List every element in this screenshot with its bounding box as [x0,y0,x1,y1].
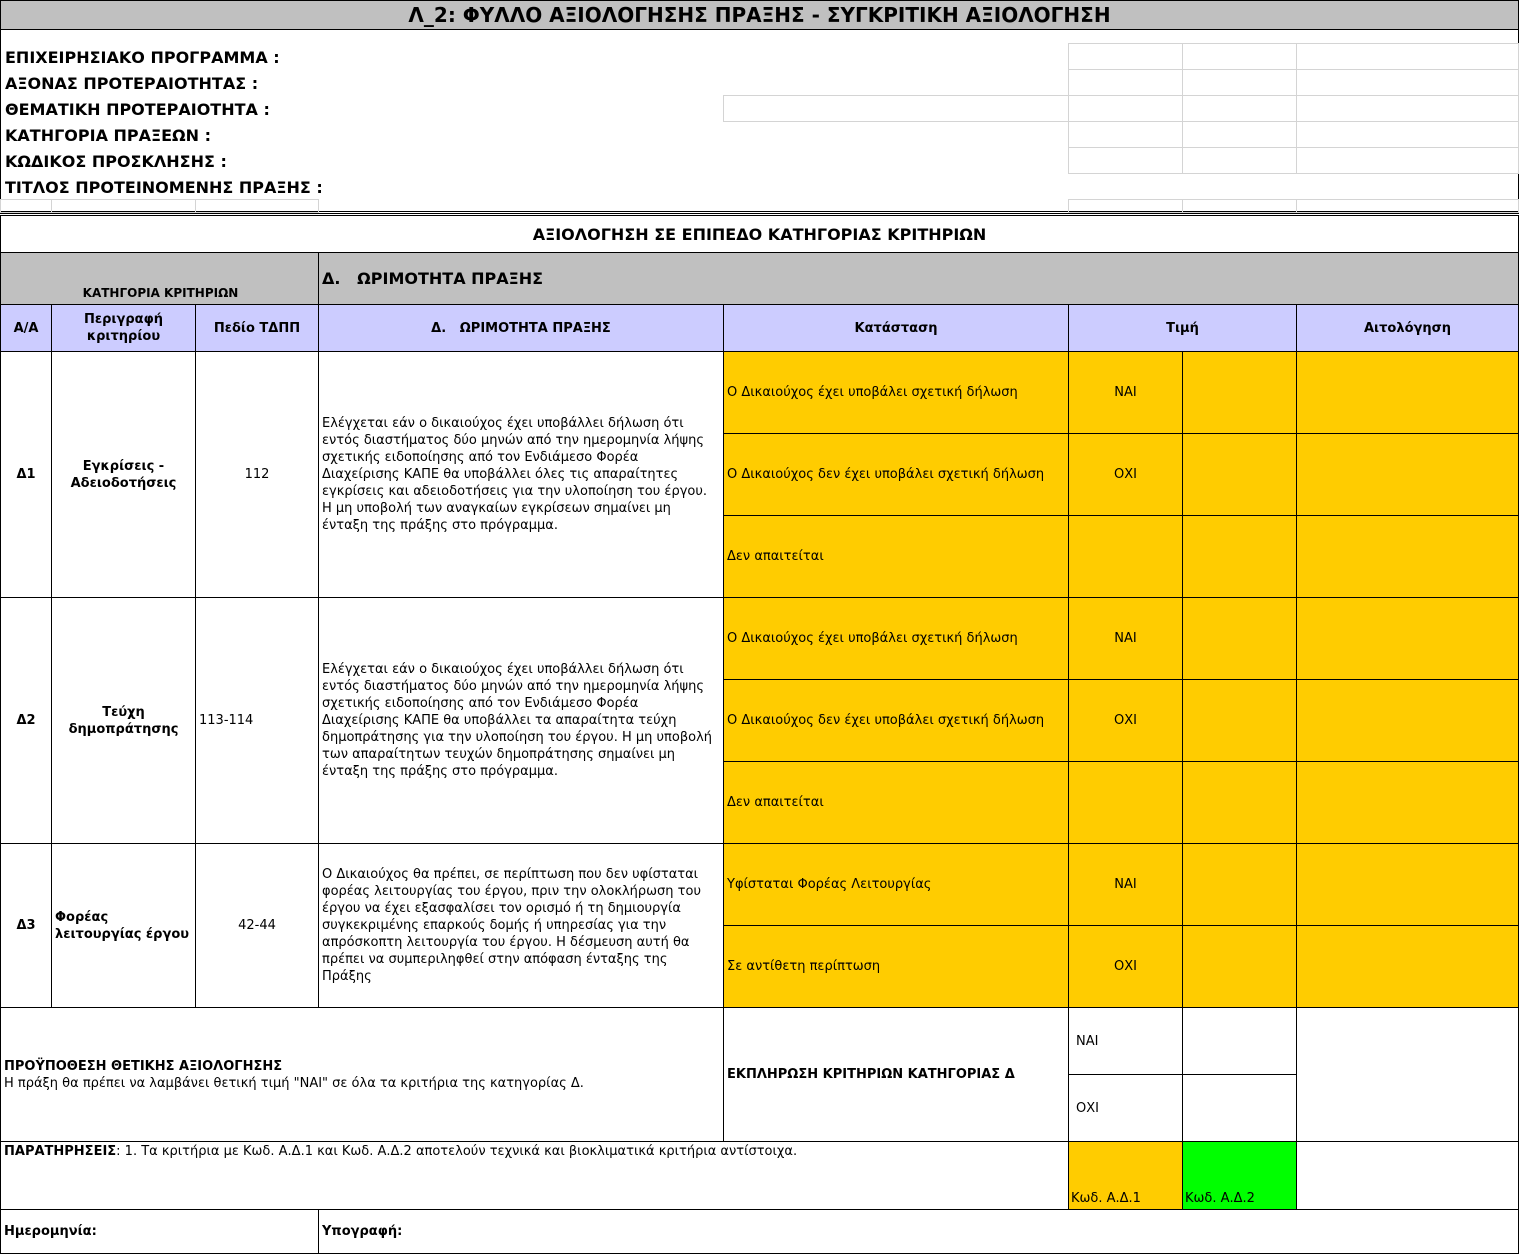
criterion-name-text: Εγκρίσεις - Αδειοδοτήσεις [70,458,177,491]
fulfillment-no-mark[interactable] [1182,1074,1297,1142]
date-label: Ημερομηνία: [4,1224,97,1239]
grid-cell [51,199,196,213]
legend-ad1 [1068,1141,1183,1210]
grid-cell [1296,69,1519,96]
criterion-field [195,843,319,1008]
criterion-description-text: Ελέγχεται εάν ο δικαιούχος έχει υποβάλλει δήλωση ότι εντός διαστήματος δύο μηνών από την ημερομηνία λήψης σχετικής ειδοποίησης από τον Ενδιάμεσο Φορέα Διαχείρισης ΚΑΠΕ θα υποβάλλει όλες τις απαραίτητες εγκρίσεις και αδειοδοτήσεις για την υλοποίηση του έργου. Η μη υποβολή των αναγκαίων εγκρίσεων σημαίνει μη ένταξη της πράξης στο πρόγραμμα. [322,416,707,533]
prerequisite-text: Η πράξη θα πρέπει να λαμβάνει θετική τιμή "ΝΑΙ" σε όλα τα κριτήρια της κατηγορίας Δ. [4,1076,584,1091]
status-option[interactable] [723,433,1069,516]
criterion-field [195,351,319,598]
col-header-status [723,304,1069,352]
sheet-title [0,0,1519,30]
criterion-code-text: Δ2 [16,713,36,728]
col-header-aa [0,304,52,352]
value-cell-text: ΟΧΙ [1114,467,1137,482]
criterion-field [195,597,319,844]
justification-cell[interactable] [1296,679,1519,762]
status-option[interactable] [723,761,1069,844]
criterion-code-text: Δ3 [16,918,36,933]
criterion-name [51,597,196,844]
info-thematic-label: ΘΕΜΑΤΙΚΗ ΠΡΟΤΕΡΑΙΟΤΗΤΑ : [5,99,270,119]
status-option[interactable] [723,351,1069,434]
score-cell[interactable] [1182,515,1297,598]
signature-label: Υπογραφή: [322,1224,403,1239]
score-cell[interactable] [1182,843,1297,926]
criterion-field-text: 42-44 [238,918,276,933]
criterion-description-text: Ελέγχεται εάν ο δικαιούχος έχει υποβάλλει δήλωση ότι εντός διαστήματος δύο μηνών από την ημερομηνία λήψης σχετικής ειδοποίησης από τον Ενδιάμεσο Φορέα Διαχείρισης ΚΑΠΕ θα υποβάλλει τα απαραίτητα τεύχη δημοπράτησης για την υλοποίηση του έργου. Η μη υποβολή των απαραίτητων τευχών δημοπράτησης σημαίνει μη ένταξη της πράξης στο πρόγραμμα. [322,662,713,779]
grid-cell [1182,69,1297,96]
legend-ad2-label: Κωδ. Α.Δ.2 [1185,1191,1255,1206]
grid-cell [1068,69,1183,96]
col-header-field-text: Πεδίο ΤΔΠΠ [213,320,301,336]
status-option-text: Υφίσταται Φορέας Λειτουργίας [727,877,932,892]
criterion-code-text: Δ1 [16,467,36,482]
value-cell[interactable] [1068,679,1183,762]
value-cell[interactable] [1068,597,1183,680]
signature-cell[interactable] [318,1209,1519,1254]
status-option-text: Ο Δικαιούχος δεν έχει υποβάλει σχετική δήλωση [727,467,1045,482]
prerequisite-cell [0,1007,724,1142]
info-axis-label: ΑΞΟΝΑΣ ΠΡΟΤΕΡΑΙΟΤΗΤΑΣ : [5,73,259,93]
criterion-description [318,843,724,1008]
value-cell-text: ΟΧΙ [1114,713,1137,728]
value-cell[interactable] [1068,351,1183,434]
info-axis [2,70,258,96]
score-cell[interactable] [1182,433,1297,516]
criterion-description-text: Ο Δικαιούχος θα πρέπει, σε περίπτωση που δεν υφίσταται φορέας λειτουργίας του έργου, πριν την ολοκλήρωση του έργου να έχει εξασφαλίσει τον ορισμό ή τη δημιουργία συγκεκριμένης επαρκούς δομής ή υπηρεσίας για την απρόσκοπτη λειτουργία του έργου. Η δέσμευση αυτή θα πρέπει να συμπεριληφθεί στην απόφαση ένταξης της Πράξης [322,867,701,984]
criterion-field-text: 113-114 [199,713,254,728]
value-cell-text: ΝΑΙ [1114,385,1137,400]
remarks-line [4,1143,797,1160]
value-cell[interactable] [1068,515,1183,598]
status-option-text: Ο Δικαιούχος έχει υποβάλει σχετική δήλωση [727,631,1018,646]
justification-cell[interactable] [1296,761,1519,844]
grid-cell [1296,147,1519,174]
col-header-status-text: Κατάσταση [854,320,938,336]
criterion-name [51,351,196,598]
grid-cell [1296,43,1519,70]
value-cell-text: ΟΧΙ [1114,959,1137,974]
fulfillment-justification[interactable] [1296,1007,1519,1142]
category-label: ΚΑΤΗΓΟΡΙΑ ΚΡΙΤΗΡΙΩΝ [82,286,239,300]
grid-cell [0,199,52,213]
criterion-field-text: 112 [244,467,270,482]
score-cell[interactable] [1182,597,1297,680]
justification-cell[interactable] [1296,515,1519,598]
score-cell[interactable] [1182,925,1297,1008]
category-name: Δ. ΩΡΙΜΟΤΗΤΑ ΠΡΑΞΗΣ [322,269,544,288]
info-action-title [2,174,323,200]
fulfillment-cell [723,1007,1069,1142]
status-option-text: Ο Δικαιούχος δεν έχει υποβάλει σχετική δήλωση [727,713,1045,728]
grid-cell [1296,199,1519,213]
col-header-aa-text: Α/Α [13,320,39,336]
remarks-blank [1296,1141,1519,1210]
remarks-label: ΠΑΡΑΤΗΡΗΣΕΙΣ [4,1144,117,1159]
fulfillment-label: ΕΚΠΛΗΡΩΣΗ ΚΡΙΤΗΡΙΩΝ ΚΑΤΗΓΟΡΙΑΣ Δ [727,1067,1015,1082]
col-header-justification [1296,304,1519,352]
score-cell[interactable] [1182,351,1297,434]
grid-cell [1182,43,1297,70]
value-cell-text: ΝΑΙ [1114,877,1137,892]
score-cell[interactable] [1182,679,1297,762]
grid-cell [1296,121,1519,148]
score-cell[interactable] [1182,761,1297,844]
col-header-value [1068,304,1297,352]
justification-cell[interactable] [1296,843,1519,926]
info-action-title-label: ΤΙΤΛΟΣ ΠΡΟΤΕΙΝΟΜΕΝΗΣ ΠΡΑΞΗΣ : [5,177,323,197]
criterion-code [0,597,52,844]
status-option[interactable] [723,679,1069,762]
value-cell[interactable] [1068,843,1183,926]
status-option-text: Δεν απαιτείται [727,549,824,564]
status-option[interactable] [723,843,1069,926]
justification-cell[interactable] [1296,433,1519,516]
date-cell[interactable] [0,1209,319,1254]
grid-cell [723,95,1069,122]
grid-cell [1068,147,1183,174]
criterion-name-text: Τεύχη δημοπράτησης [68,704,179,737]
status-option[interactable] [723,515,1069,598]
criterion-code [0,843,52,1008]
category-label-cell [0,252,319,305]
status-option-text: Σε αντίθετη περίπτωση [727,959,881,974]
info-category [2,122,211,148]
col-header-desc [51,304,196,352]
grid-cell [1068,121,1183,148]
info-thematic [2,96,270,122]
justification-cell[interactable] [1296,925,1519,1008]
grid-cell [1182,95,1297,122]
col-header-category-text: Δ. ΩΡΙΜΟΤΗΤΑ ΠΡΑΞΗΣ [431,320,611,336]
remarks-cell [0,1141,1069,1210]
fulfillment-yes-label: ΝΑΙ [1076,1033,1099,1049]
grid-cell [1182,147,1297,174]
justification-cell[interactable] [1296,597,1519,680]
grid-cell [1068,199,1183,213]
info-call-code [2,148,227,174]
criterion-name [51,843,196,1008]
col-header-value-text: Τιμή [1166,320,1199,336]
grid-cell [195,199,319,213]
col-header-desc-text: Περιγραφή κριτηρίου [83,312,163,344]
grid-cell [1068,95,1183,122]
status-option-text: Ο Δικαιούχος έχει υποβάλει σχετική δήλωση [727,385,1018,400]
value-cell[interactable] [1068,761,1183,844]
fulfillment-yes[interactable] [1068,1007,1183,1075]
value-cell[interactable] [1068,925,1183,1008]
fulfillment-no-label: ΟΧΙ [1076,1100,1099,1116]
grid-cell [1182,199,1297,213]
section-title-text: ΑΞΙΟΛΟΓΗΣΗ ΣΕ ΕΠΙΠΕΔΟ ΚΑΤΗΓΟΡΙΑΣ ΚΡΙΤΗΡΙΩΝ [532,224,987,244]
fulfillment-yes-mark[interactable] [1182,1007,1297,1075]
legend-ad2 [1182,1141,1297,1210]
sheet-title-text: Λ_2: ΦΥΛΛΟ ΑΞΙΟΛΟΓΗΣΗΣ ΠΡΑΞΗΣ - ΣΥΓΚΡΙΤΙΚΗ ΑΞΙΟΛΟΓΗΣΗ [408,2,1111,27]
grid-cell [1068,43,1183,70]
legend-ad1-label: Κωδ. Α.Δ.1 [1071,1191,1141,1206]
criterion-description [318,597,724,844]
info-category-label: ΚΑΤΗΓΟΡΙΑ ΠΡΑΞΕΩΝ : [5,125,212,145]
justification-cell[interactable] [1296,351,1519,434]
col-header-field [195,304,319,352]
value-cell-text: ΝΑΙ [1114,631,1137,646]
grid-cell [1182,121,1297,148]
grid-cell [1296,95,1519,122]
col-header-justification-text: Αιτολόγηση [1363,320,1451,336]
category-name-cell [318,252,1519,305]
status-option[interactable] [723,925,1069,1008]
prerequisite-title: ΠΡΟΫΠΟΘΕΣΗ ΘΕΤΙΚΗΣ ΑΞΙΟΛΟΓΗΣΗΣ [4,1059,283,1074]
section-title [0,215,1519,253]
status-option-text: Δεν απαιτείται [727,795,824,810]
info-call-code-label: ΚΩΔΙΚΟΣ ΠΡΟΣΚΛΗΣΗΣ : [5,151,227,171]
info-programme-label: ΕΠΙΧΕΙΡΗΣΙΑΚΟ ΠΡΟΓΡΑΜΜΑ : [5,47,280,67]
info-programme [2,44,280,70]
remarks-text: : 1. Τα κριτήρια με Κωδ. Α.Δ.1 και Κωδ. Α.Δ.2 αποτελούν τεχνικά και βιοκλιματικά κριτήρια αντίστοιχα. [116,1144,798,1159]
fulfillment-no[interactable] [1068,1074,1183,1142]
criterion-code [0,351,52,598]
status-option[interactable] [723,597,1069,680]
value-cell[interactable] [1068,433,1183,516]
criterion-description [318,351,724,598]
criterion-name-text: Φορέας λειτουργίας έργου [55,909,190,942]
col-header-category [318,304,724,352]
